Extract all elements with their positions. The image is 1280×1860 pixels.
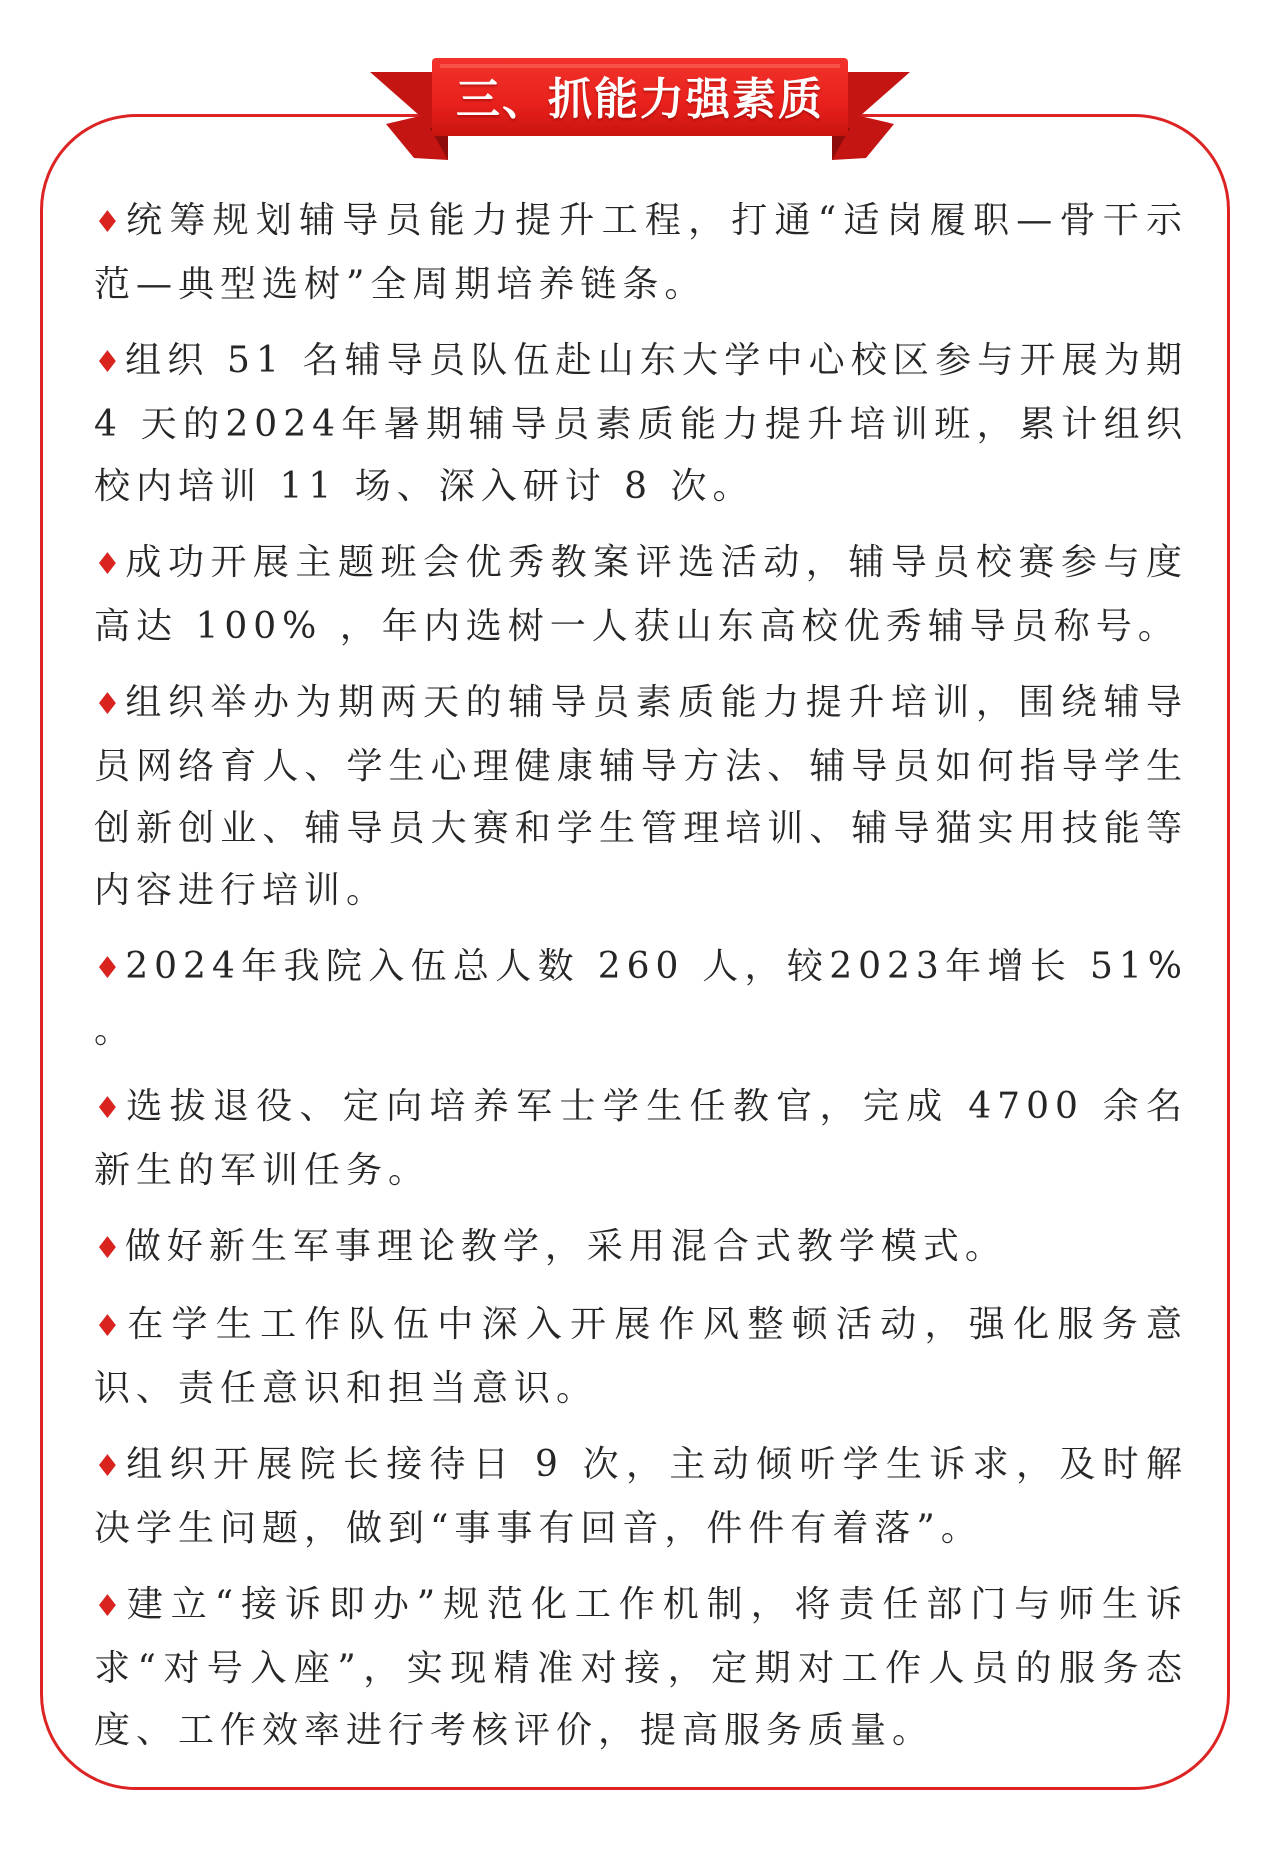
- diamond-bullet-icon: ♦: [94, 1231, 121, 1266]
- list-item: [94, 532, 1188, 658]
- list-item: [94, 190, 1188, 316]
- list-item-text: 组织 51 名辅导员队伍赴山东大学中心校区参与开展为期 4 天的2024年暑期辅导员素质能力提升培训班，累计组织校内培训 11 场、深入研讨 8 次。: [94, 340, 1188, 507]
- list-item: [94, 1294, 1188, 1420]
- list-item-text: 做好新生军事理论教学，采用混合式教学模式。: [124, 1226, 1007, 1267]
- diamond-bullet-icon: ♦: [94, 951, 122, 986]
- list-item: [94, 1076, 1188, 1202]
- list-item: [94, 1574, 1188, 1762]
- list-item-text: 在学生工作队伍中深入开展作风整顿活动，强化服务意识、责任意识和担当意识。: [94, 1304, 1188, 1409]
- diamond-bullet-icon: ♦: [94, 547, 122, 582]
- list-item-text: 组织举办为期两天的辅导员素质能力提升培训，围绕辅导员网络育人、学生心理健康辅导方法、辅导员如何指导学生创新创业、辅导员大赛和学生管理培训、辅导猫实用技能等内容进行培训。: [94, 682, 1188, 911]
- section-title: 三、抓能力强素质: [456, 74, 824, 125]
- diamond-bullet-icon: ♦: [94, 687, 122, 722]
- bullet-list: [94, 190, 1188, 1776]
- list-item: [94, 672, 1188, 922]
- diamond-bullet-icon: ♦: [94, 1309, 124, 1344]
- list-item: [94, 330, 1188, 518]
- diamond-bullet-icon: ♦: [94, 345, 122, 380]
- list-item-text: 2024年我院入伍总人数 260 人，较2023年增长 51% 。: [94, 946, 1188, 1051]
- list-item: [94, 1216, 1188, 1280]
- list-item: [94, 936, 1188, 1062]
- list-item-text: 选拔退役、定向培养军士学生任教官，完成 4700 余名新生的军训任务。: [94, 1086, 1188, 1191]
- diamond-bullet-icon: ♦: [94, 205, 123, 240]
- list-item-text: 建立“接诉即办”规范化工作机制，将责任部门与师生诉求“对号入座”，实现精准对接，定期对工作人员的服务态度、工作效率进行考核评价，提高服务质量。: [94, 1584, 1188, 1751]
- title-ribbon: [0, 0, 1280, 200]
- list-item-text: 成功开展主题班会优秀教案评选活动，辅导员校赛参与度高达 100% ，年内选树一人获山东高校优秀辅导员称号。: [94, 542, 1188, 647]
- list-item-text: 组织开展院长接待日 9 次，主动倾听学生诉求，及时解决学生问题，做到“事事有回音，件件有着落”。: [94, 1444, 1188, 1549]
- diamond-bullet-icon: ♦: [94, 1589, 123, 1624]
- list-item-text: 统筹规划辅导员能力提升工程，打通“适岗履职—骨干示范—典型选树”全周期培养链条。: [94, 200, 1188, 305]
- list-item: [94, 1434, 1188, 1560]
- diamond-bullet-icon: ♦: [94, 1449, 123, 1484]
- diamond-bullet-icon: ♦: [94, 1091, 123, 1126]
